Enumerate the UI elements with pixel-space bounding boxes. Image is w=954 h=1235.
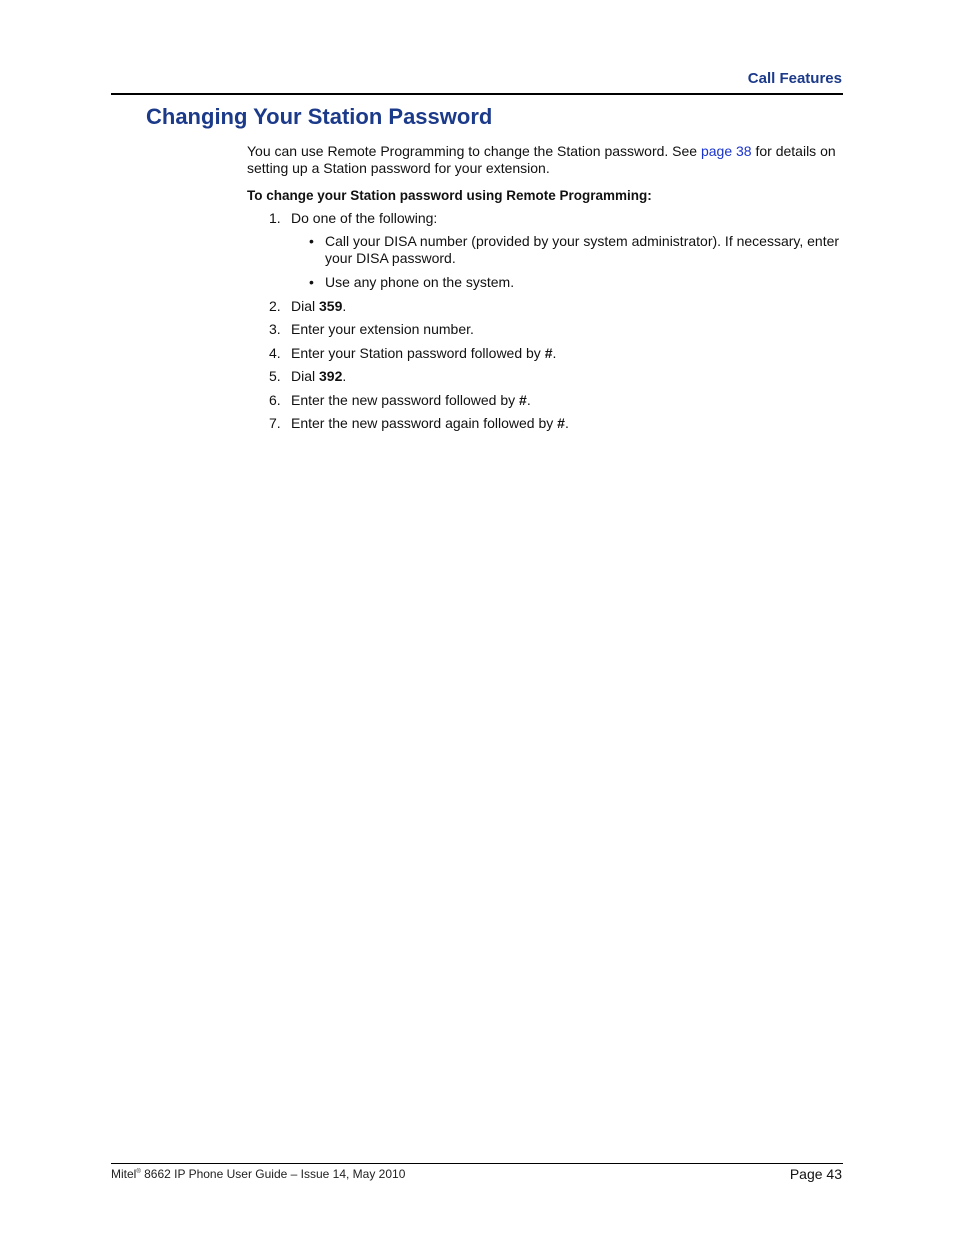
bullet-icon: •	[309, 233, 314, 249]
step-suffix: .	[564, 414, 569, 431]
step-suffix: .	[342, 298, 347, 314]
bullet-icon: •	[309, 274, 314, 290]
step-6	[247, 392, 847, 409]
step-text: Enter the new password again followed by	[291, 414, 558, 431]
option-disa	[291, 233, 847, 267]
step-number: 3.	[269, 321, 281, 338]
content-body	[247, 143, 847, 438]
footer-rule	[111, 1163, 843, 1164]
intro-text-after: for details on setting up a Station password for your extension.	[247, 143, 836, 176]
page-38-link[interactable]: page 38	[700, 143, 752, 159]
step-code: 392	[319, 368, 343, 385]
step-code: #	[544, 344, 553, 361]
header-rule	[111, 93, 843, 95]
step-text: Enter the new password followed by	[291, 391, 520, 408]
steps-list	[247, 210, 847, 432]
step-suffix: .	[552, 344, 557, 361]
bullet-text: Use any phone on the system.	[325, 274, 515, 290]
step-text: Do one of the following:	[291, 210, 438, 226]
step-code: #	[519, 391, 527, 408]
step-text: Enter your extension number.	[291, 321, 474, 338]
registered-mark: ®	[136, 1169, 141, 1175]
intro-paragraph	[247, 143, 847, 177]
step-code: 359	[319, 298, 343, 314]
step-5	[247, 368, 847, 385]
step-3	[247, 321, 847, 338]
step-1	[247, 210, 847, 291]
step-code: #	[557, 414, 565, 431]
step-text: Dial	[291, 298, 320, 314]
step-number: 7.	[269, 414, 281, 431]
step-suffix: .	[526, 391, 531, 408]
step-2	[247, 298, 847, 315]
step-number: 2.	[269, 298, 281, 314]
footer-document-title	[111, 1167, 405, 1181]
intro-text-before: You can use Remote Programming to change the Station password. See	[247, 143, 701, 159]
step-number: 1.	[269, 210, 281, 226]
option-any-phone	[291, 274, 847, 291]
footer-brand: Mitel	[111, 1167, 137, 1181]
step-text: Enter your Station password followed by	[291, 344, 545, 361]
step-number: 4.	[269, 344, 281, 361]
step-7	[247, 415, 847, 432]
step-4	[247, 345, 847, 362]
step-number: 6.	[269, 391, 281, 408]
footer-guide-text: 8662 IP Phone User Guide – Issue 14, May 2010	[140, 1167, 406, 1181]
step-1-options	[291, 233, 847, 291]
step-number: 5.	[269, 368, 281, 385]
running-header-section: Call Features	[747, 70, 842, 87]
procedure-heading: To change your Station password using Remote Programming:	[247, 188, 652, 203]
step-suffix: .	[342, 368, 347, 385]
page-number: Page 43	[789, 1166, 842, 1182]
bullet-text: Call your DISA number (provided by your system administrator). If necessary, enter your DISA password.	[325, 233, 840, 266]
page-title: Changing Your Station Password	[146, 104, 493, 129]
step-text: Dial	[291, 368, 320, 385]
